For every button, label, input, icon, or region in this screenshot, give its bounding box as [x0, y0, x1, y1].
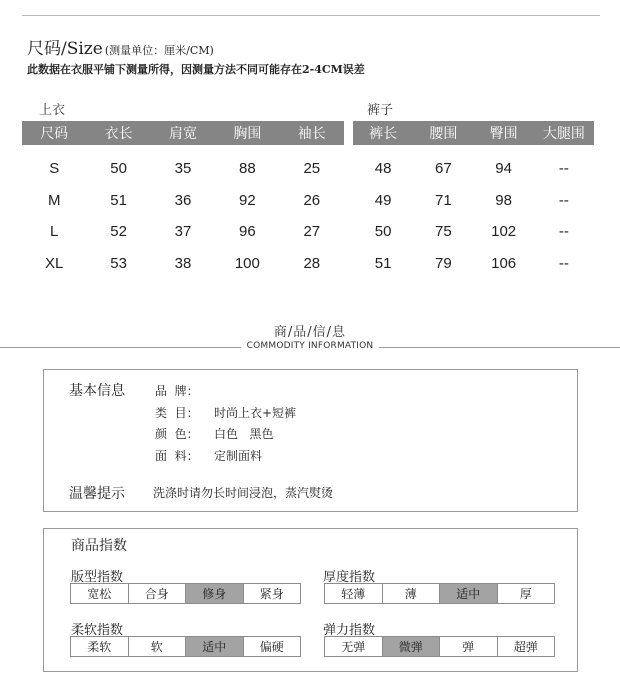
table-cell: 28	[303, 254, 321, 272]
info-key-fabric: 面 料：	[155, 449, 199, 463]
table-row	[353, 153, 594, 185]
table-cell: 102	[491, 223, 517, 241]
table-header-row	[353, 121, 594, 145]
column-header: 袖长	[280, 121, 344, 145]
tips-heading: 温馨提示	[69, 486, 125, 502]
table-cell: --	[558, 254, 569, 272]
softness-index-scale	[70, 636, 301, 657]
table-cell: 75	[435, 223, 452, 241]
table-cell: 51	[110, 191, 127, 209]
elasticity-option: 超弹	[513, 640, 538, 654]
table-cell: 88	[239, 160, 256, 178]
fit-option: 紧身	[259, 587, 284, 601]
table-cell: 98	[495, 191, 512, 209]
table-cell: 106	[491, 254, 517, 272]
table-cell: 50	[110, 160, 127, 178]
commodity-title-en	[0, 341, 620, 351]
size-title-text: 尺码/Size	[27, 39, 103, 59]
table-cell: 67	[435, 160, 452, 178]
info-key-category: 类 目：	[155, 406, 199, 420]
table-cell: 35	[174, 160, 192, 178]
top-size-table	[22, 121, 344, 279]
table-cell: 49	[374, 191, 392, 209]
table-cell: 27	[303, 223, 321, 241]
bottom-table-label: 裤子	[367, 103, 394, 118]
tips-text: 洗涤时请勿长时间浸泡，蒸汽熨烫	[153, 486, 334, 500]
softness-index-label: 柔软指数	[71, 623, 124, 638]
index-heading: 商品指数	[71, 538, 127, 554]
table-row	[353, 248, 594, 280]
table-row	[353, 216, 594, 248]
info-key-color: 颜 色：	[155, 427, 199, 441]
column-header: 腰围	[413, 121, 473, 145]
table-cell: 48	[374, 160, 392, 178]
size-unit: (测量单位：厘米/CM)	[104, 44, 214, 57]
measurement-note: 此数据在衣服平铺下测量所得，因测量方法不同可能存在2-4CM误差	[27, 63, 365, 76]
info-value-category: 时尚上衣+短裤	[214, 406, 297, 420]
table-cell: 52	[110, 223, 127, 241]
fit-option: 宽松	[71, 584, 129, 603]
elasticity-index-label: 弹力指数	[323, 623, 376, 638]
top-table-label: 上衣	[39, 103, 66, 118]
info-value-color: 白色 黑色	[214, 427, 274, 441]
table-header-row	[22, 121, 344, 145]
thickness-option: 薄	[383, 584, 441, 603]
table-cell: 37	[174, 223, 192, 241]
table-row	[22, 185, 344, 217]
table-cell: 92	[239, 191, 256, 209]
fit-option-selected: 修身	[186, 584, 244, 603]
table-cell: 94	[495, 160, 512, 178]
table-row	[22, 248, 344, 280]
basic-info-heading: 基本信息	[69, 383, 125, 399]
table-cell: 50	[374, 223, 392, 241]
column-header: 裤长	[353, 121, 413, 145]
table-row	[22, 216, 344, 248]
column-header: 胸围	[215, 121, 279, 145]
table-cell: M	[47, 191, 61, 209]
thickness-option-selected: 适中	[440, 584, 498, 603]
thickness-option: 轻薄	[325, 584, 383, 603]
table-row	[22, 153, 344, 185]
table-cell: S	[49, 160, 60, 178]
table-cell: --	[558, 223, 569, 241]
table-cell: 100	[234, 254, 260, 272]
table-cell: 51	[374, 254, 392, 272]
softness-option: 偏硬	[259, 640, 284, 654]
elasticity-index-scale	[324, 636, 555, 657]
fit-option: 合身	[129, 584, 187, 603]
table-cell: 36	[174, 191, 192, 209]
column-header: 衣长	[86, 121, 150, 145]
top-divider	[22, 15, 600, 16]
column-header: 臀围	[474, 121, 534, 145]
commodity-title-cn: 商/品/信/息	[273, 325, 347, 340]
thickness-option: 厚	[519, 587, 532, 601]
softness-option-selected: 适中	[186, 637, 244, 656]
table-cell: 79	[435, 254, 452, 272]
bottom-size-table	[353, 121, 594, 279]
column-header: 尺码	[22, 121, 86, 145]
softness-option: 软	[129, 637, 187, 656]
thickness-index-label: 厚度指数	[323, 570, 376, 585]
column-header: 大腿围	[534, 121, 594, 145]
commodity-title-en-text: COMMODITY INFORMATION	[241, 341, 380, 351]
table-cell: --	[558, 191, 569, 209]
elasticity-option: 弹	[440, 637, 498, 656]
softness-option: 柔软	[71, 637, 129, 656]
fit-index-label: 版型指数	[71, 570, 124, 585]
column-header: 肩宽	[151, 121, 215, 145]
table-cell: --	[558, 160, 569, 178]
fit-index-scale	[70, 583, 301, 604]
info-key-brand: 品 牌：	[155, 384, 199, 398]
table-cell: L	[50, 223, 59, 241]
info-value-fabric: 定制面料	[214, 449, 263, 463]
size-title	[27, 34, 214, 59]
thickness-index-scale	[324, 583, 555, 604]
table-cell: 38	[174, 254, 192, 272]
table-row	[353, 185, 594, 217]
table-cell: XL	[45, 254, 64, 272]
elasticity-option: 无弹	[325, 637, 383, 656]
table-cell: 71	[435, 191, 452, 209]
table-cell: 53	[110, 254, 127, 272]
table-cell: 26	[303, 191, 321, 209]
table-cell: 25	[303, 160, 321, 178]
elasticity-option-selected: 微弹	[383, 637, 441, 656]
table-cell: 96	[239, 223, 256, 241]
